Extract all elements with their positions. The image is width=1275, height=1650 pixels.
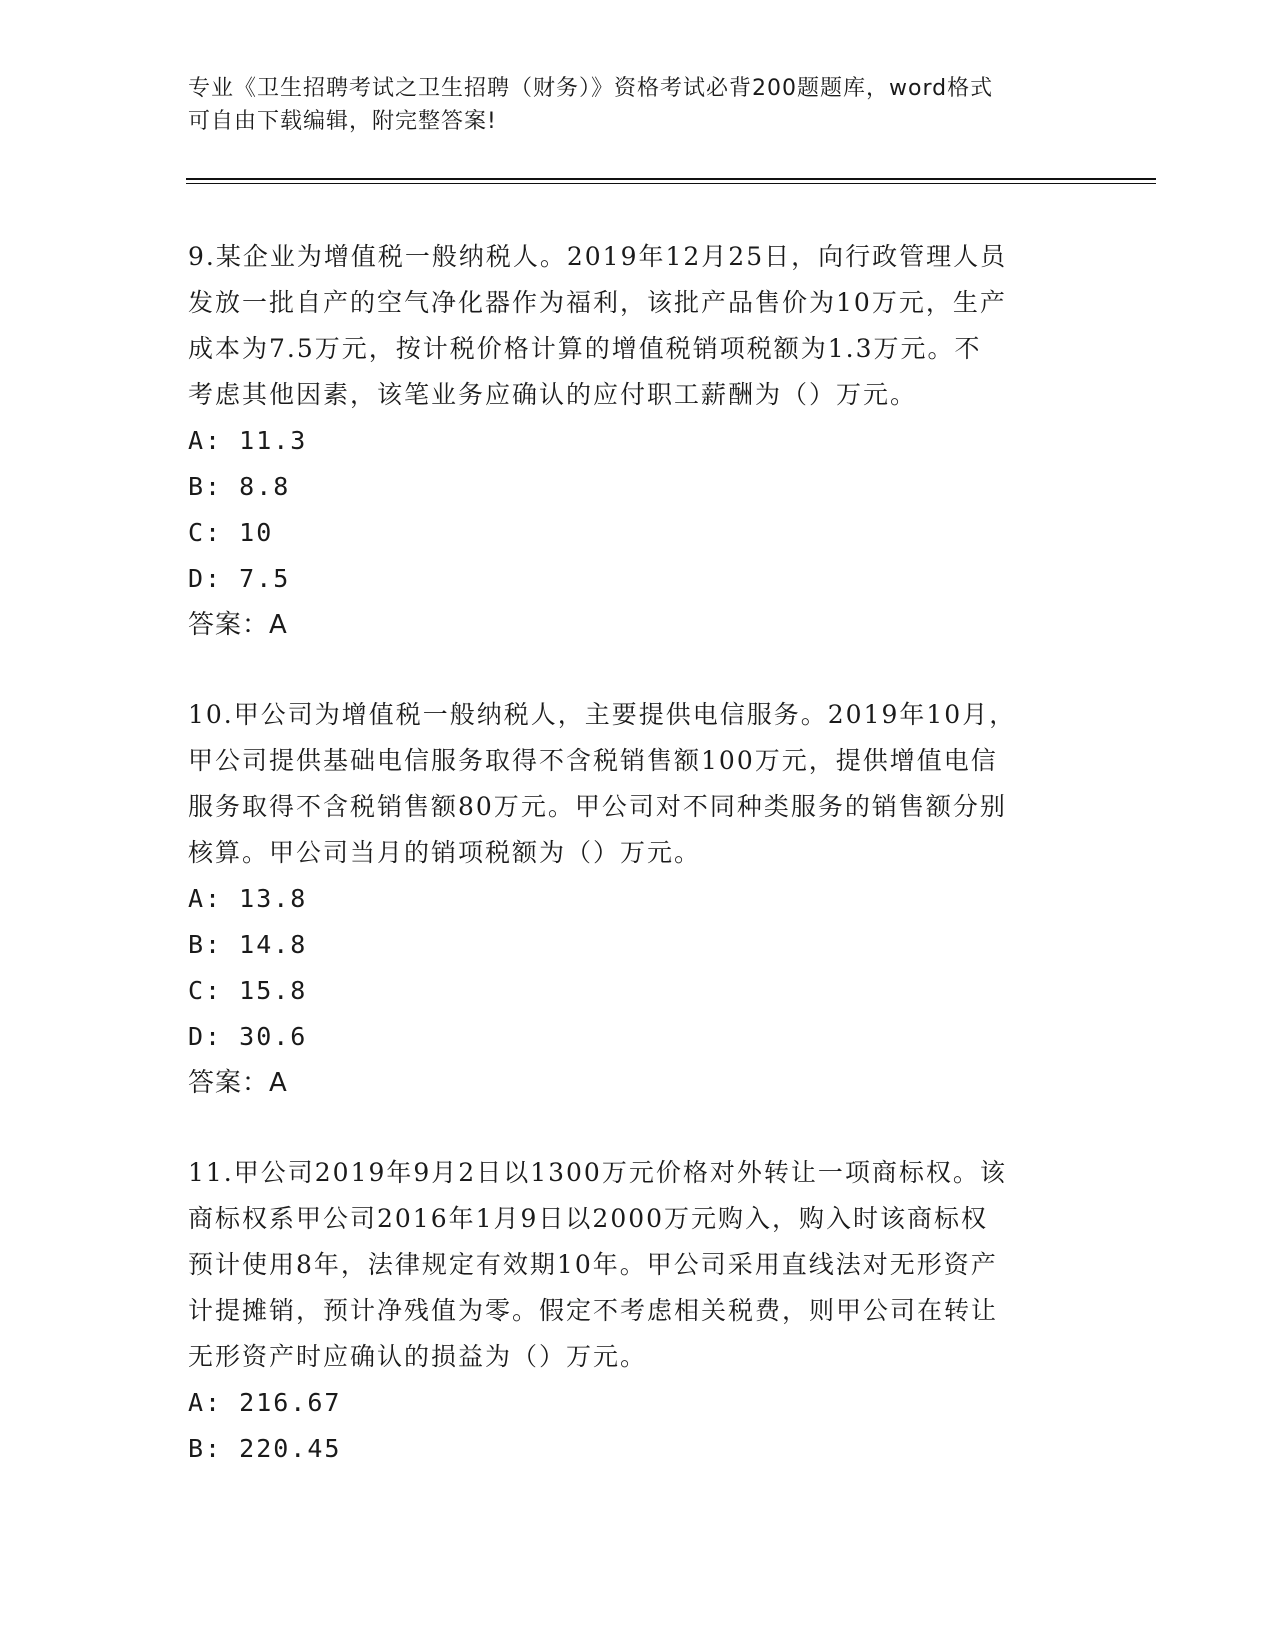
question-10: [188, 692, 1088, 1106]
question-9: [188, 234, 1088, 648]
question-text-line: 9.某企业为增值税一般纳税人。2019年12月25日，向行政管理人员: [188, 242, 1008, 271]
question-text-line: 计提摊销，预计净残值为零。假定不考虑相关税费，则甲公司在转让: [188, 1296, 999, 1325]
option-a: A: 11.3: [188, 426, 308, 455]
question-text-line: 预计使用8年，法律规定有效期10年。甲公司采用直线法对无形资产: [188, 1250, 998, 1279]
option-d: D: 30.6: [188, 1022, 308, 1051]
header-divider-thick: [186, 178, 1156, 180]
option-c: C: 15.8: [188, 976, 308, 1005]
question-text-line: 10.甲公司为增值税一般纳税人，主要提供电信服务。2019年10月，: [188, 700, 1017, 729]
question-text-line: 考虑其他因素，该笔业务应确认的应付职工薪酬为（）万元。: [188, 380, 918, 409]
header-divider-thin: [186, 183, 1156, 184]
option-c: C: 10: [188, 518, 274, 547]
option-b: B: 14.8: [188, 930, 308, 959]
option-d: D: 7.5: [188, 564, 291, 593]
option-b: B: 220.45: [188, 1434, 342, 1463]
question-text-line: 服务取得不含税销售额80万元。甲公司对不同种类服务的销售额分别: [188, 792, 1007, 821]
question-text-line: 发放一批自产的空气净化器作为福利，该批产品售价为10万元，生产: [188, 288, 1007, 317]
question-text-line: 11.甲公司2019年9月2日以1300万元价格对外转让一项商标权。该: [188, 1158, 1007, 1187]
question-text-line: 核算。甲公司当月的销项税额为（）万元。: [188, 838, 702, 867]
question-text-line: 成本为7.5万元，按计税价格计算的增值税销项税额为1.3万元。不: [188, 334, 982, 363]
option-a: A: 13.8: [188, 884, 308, 913]
option-a: A: 216.67: [188, 1388, 342, 1417]
question-11: [188, 1150, 1088, 1472]
option-b: B: 8.8: [188, 472, 291, 501]
question-text-line: 甲公司提供基础电信服务取得不含税销售额100万元，提供增值电信: [188, 746, 998, 775]
answer-key: 答案：A: [188, 610, 288, 640]
question-text-line: 无形资产时应确认的损益为（）万元。: [188, 1342, 648, 1371]
header-line-1: 专业《卫生招聘考试之卫生招聘（财务）》资格考试必背200题题库，word格式: [188, 76, 994, 101]
document-header: [188, 72, 1088, 138]
header-line-2: 可自由下载编辑，附完整答案!: [188, 109, 497, 134]
question-text-line: 商标权系甲公司2016年1月9日以2000万元购入，购入时该商标权: [188, 1204, 989, 1233]
answer-key: 答案：A: [188, 1068, 288, 1098]
